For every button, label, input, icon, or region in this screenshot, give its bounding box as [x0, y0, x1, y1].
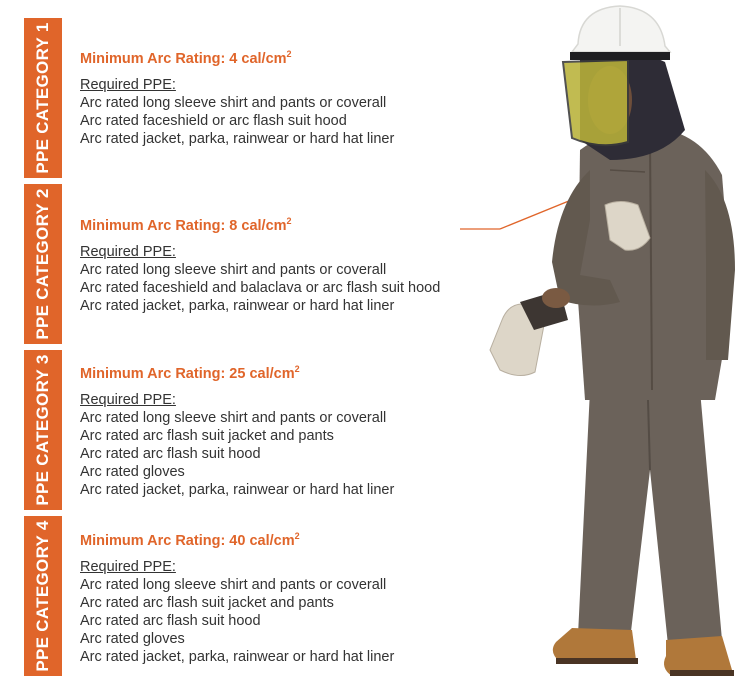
required-ppe-heading: Required PPE:: [80, 391, 176, 408]
ppe-item: Arc rated gloves: [80, 463, 185, 480]
category-tab-1: [24, 18, 62, 178]
min-arc-rating: Minimum Arc Rating: 8 cal/$cm^2$: [80, 216, 292, 234]
ppe-item: Arc rated long sleeve shirt and pants or coverall: [80, 261, 387, 278]
worker-illustration: [460, 0, 750, 685]
ppe-item: Arc rated long sleeve shirt and pants or coverall: [80, 409, 387, 426]
ppe-item: Arc rated jacket, parka, rainwear or hard hat liner: [80, 648, 395, 665]
ppe-item: Arc rated arc flash suit jacket and pants: [80, 594, 334, 611]
faceshield-bracket: [570, 52, 670, 60]
min-arc-rating: Minimum Arc Rating: 40 cal/$cm^2$: [80, 531, 300, 549]
ppe-item: Arc rated long sleeve shirt and pants or coverall: [80, 94, 387, 111]
category-tab-4: [24, 516, 62, 676]
category-label: PPE CATEGORY 3: [33, 354, 52, 506]
category-tab-2: [24, 184, 62, 344]
min-arc-rating: Minimum Arc Rating: 25 cal/$cm^2$: [80, 364, 300, 382]
required-ppe-heading: Required PPE:: [80, 76, 176, 93]
coverall-legs: [578, 390, 722, 645]
boot-left-icon: [553, 628, 636, 662]
category-label: PPE CATEGORY 4: [33, 520, 52, 672]
category-label: PPE CATEGORY 2: [33, 188, 52, 340]
category-tab-3: [24, 350, 62, 510]
required-ppe-heading: Required PPE:: [80, 558, 176, 575]
ppe-item: Arc rated arc flash suit jacket and pants: [80, 427, 334, 444]
ppe-item: Arc rated jacket, parka, rainwear or hard hat liner: [80, 130, 395, 147]
required-ppe-heading: Required PPE:: [80, 243, 176, 260]
ppe-item: Arc rated faceshield and balaclava or arc flash suit hood: [80, 279, 441, 296]
min-arc-rating: Minimum Arc Rating: 4 cal/$cm^2$: [80, 49, 292, 67]
faceshield: [563, 60, 628, 145]
hand: [542, 288, 570, 308]
ppe-item: Arc rated jacket, parka, rainwear or hard hat liner: [80, 481, 395, 498]
ppe-item: Arc rated long sleeve shirt and pants or coverall: [80, 576, 387, 593]
category-label: PPE CATEGORY 1: [33, 22, 52, 174]
ppe-item: Arc rated gloves: [80, 630, 185, 647]
coverall-arm-right: [705, 170, 735, 360]
ppe-item: Arc rated jacket, parka, rainwear or hard hat liner: [80, 297, 395, 314]
ppe-item: Arc rated faceshield or arc flash suit hood: [80, 112, 347, 129]
ppe-item: Arc rated arc flash suit hood: [80, 445, 261, 462]
ppe-item: Arc rated arc flash suit hood: [80, 612, 261, 629]
